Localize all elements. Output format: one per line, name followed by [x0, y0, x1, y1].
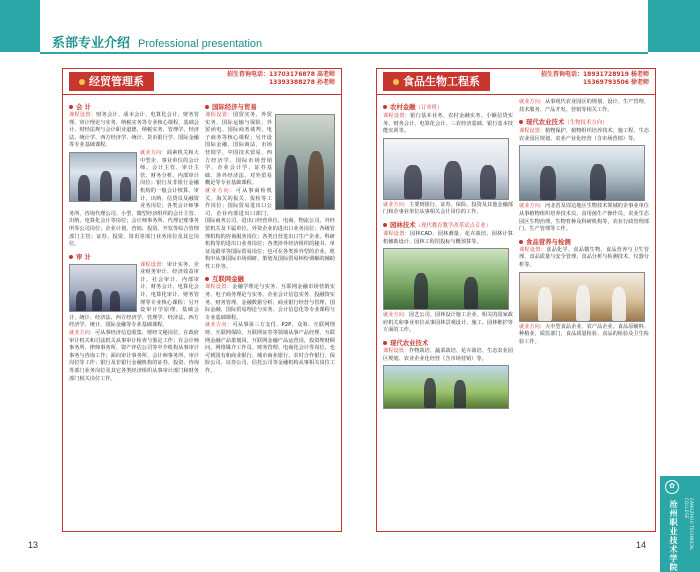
- photo-greenhouse: [383, 365, 509, 409]
- bullet-icon: [383, 341, 387, 345]
- section-jobs: 就业方向：可从事商检机关、海关的报关、报检等工作岗位；国际贸易进出口公司、企业内部进出口部门、国际商务公司、进出口经营单位、电商、物流公司、外经贸机关及下属单位、外资企业的进出口业务岗位；各级管理机构的咨询服务岗位；各类自营进出口生产企业、科研机构等的进出口业务岗位；各类涉外经济组织的秘书、单证及跟单等国际贸易岗位；也可在各类涉外型的企业、机构中从事国际市场调研、策划及国际贸易纠纷调解的辅助性工作等。: [205, 187, 335, 270]
- photo-audit-class: [69, 264, 137, 312]
- page-number-right: 14: [636, 540, 647, 550]
- photo-accounting-office: [69, 152, 137, 202]
- dept-name: 食品生物工程系: [403, 75, 480, 88]
- bullet-icon: [383, 223, 387, 227]
- photo-bank-counter: [383, 138, 509, 200]
- dept-name: 经贸管理系: [89, 75, 144, 88]
- section-body: 课程设置：作物栽培、蔬菜栽培、花卉栽培、生态农业园区规划、农业企业化经营（含市场营销）等。: [383, 347, 513, 362]
- photo-biotech-lab: [519, 145, 645, 201]
- page-number-left: 13: [28, 540, 39, 550]
- dept-header: [63, 69, 341, 95]
- bullet-icon: [519, 120, 523, 124]
- bullet-icon: [69, 105, 73, 109]
- section-jobs: 就业方向：面素机关和大中型企、事业单位的会计师、会计主管、审计主管、财务分析、内部审计岗位；银行及非银行金融机构的一般会计核算、审计、出纳、信贷员及融资业务岗位；各类会计师事务所、咨询代理公司、小型、微型经济组织的会计主管、出纳、电算化会计等岗位；会计师事务所、代理记账事务所等公司岗位；企业计划、营销、投资、开发等综合管理部门主管；证券、投资、资讯等部门业务岗位及其它岗位。: [69, 149, 199, 248]
- phone-line-1: 招生咨询电话：13703176878 高老师: [226, 71, 335, 78]
- school-name: 沧州职业技术学院: [669, 500, 678, 572]
- badge-dot-icon: [393, 79, 399, 85]
- section-title: 会 计: [69, 102, 199, 112]
- section-body: 课程设置：植物保护、植物组织培养技术、施工程、生态农业园区规划、农业产业化经营（含市场营销）等。: [519, 128, 649, 142]
- school-name-en: CANGZHOU TECHNICAL COLLEGE: [684, 498, 694, 551]
- section-jobs: 就业方向：可从事经济信息收集、财经文秘岗位，在政府审计机关和司法机关从事审计检查与鉴定工作；在会计师事务所、律师事务所、资产评估公司等中介机构从事审计事务与咨询工作；面向审计事务所、会计师事务所、审计岗位等工作；银行及非银行金融机构的证券、投资、咨询等部门业务岗位及其它各类经济组织从事审计部门和财务部门相关岗位工作。: [69, 330, 199, 382]
- section-jobs: 就业方向：从事现代农业园区的规划、设计、生产管理、技术服务、产品开发、营销等相关工作。: [519, 99, 649, 113]
- phone-line-2: 13393388278 孙老师: [268, 79, 335, 86]
- badge-dot-icon: [79, 79, 85, 85]
- top-accent-right: [648, 0, 700, 52]
- phone-line-1: 招生咨询电话：18931728919 杨老师: [540, 71, 649, 78]
- right-column-1: [383, 99, 513, 411]
- section-body: 课程设置：食品化学、食品微生物、食品营养与卫生管理、食品质量与安全管理、食品分析与检测技术、仪器分析等。: [519, 246, 649, 268]
- section-title: 互联网金融: [205, 274, 335, 284]
- section-body: 课程设置：国贸实务、外贸实务、国际运输与保险、外贸函电、国际商务谈判、电子商务等核心课程；另开设国际金融、国际商法、市场营销学、中国技术贸易、西方经济学、国际市场营销学、企业会计学、证券基础、涉外经济法、对外贸易概论等专业基础课程。: [205, 112, 272, 187]
- phone-line-2: 15369793506 徐老师: [582, 79, 649, 86]
- section-jobs: 就业方向：可从事第三方支付、P2P、众筹、互联网理财、互联网保险、互联网证券等领域从事产品经理、互联网金融产品策划岗、互联网金融产品运营岗，投资理财顾问、网络媒介工作员、财务管理、电商化会计等岗位，也可到国有和商业银行、城市商业银行、农村合作银行、保险公司、证券公司、信托公司等金融机构从事相关岗位工作。: [205, 322, 335, 374]
- section-body: 课程设置：财务会计、成本会计、电算化会计、财务管理、审计理论与实务、纳税实务等专业核心课程，基础会计、财经法规与会计职业道德、纳税实务、管理学、经济法、统计学、西方经济学、统计、货币银行学、国际金融等专业基础课程。: [69, 112, 199, 149]
- dept-header: [377, 69, 655, 95]
- dept-badge: [383, 72, 490, 91]
- section-body: 课程设置：银行基本业务、农村金融实务、小额信贷实务、财务会计、电算化会计、三农经济基础、银行基本技能实训等。: [383, 113, 513, 135]
- bullet-icon: [69, 255, 73, 259]
- section-jobs: 就业方向：园艺公司、园林设计施工企业、相关的国家政府机关和事业单位从事园林景观设计、施工、园林维护等方面的工作。: [383, 312, 513, 334]
- bullet-icon: [205, 277, 209, 281]
- section-jobs: 就业方向：河北省及周边地区生物技术领域的企事业单位从事植物组织培养技术员、食用菌生产操作员、农业生态园区生物治理、生物育种及科研机构等，农业行政管理部门、生产管理等工作。: [519, 203, 649, 233]
- bullet-icon: [383, 105, 387, 109]
- section-body: 课程设置：金融学理论与实务、互联网金融市场营销实务、电子商务理论与实务、企业会计信息实务、投融资实务、财务管理、金融数据分析、商业银行经营与管理、国际金融、国际贸易理论与实务、会计信息化等专业课程与专业基础课程。: [205, 284, 335, 321]
- title-divider: [40, 52, 648, 54]
- top-accent-left: [0, 0, 40, 52]
- dept-badge: [69, 72, 154, 91]
- dept-phones: [227, 71, 335, 87]
- dept-phones: [541, 71, 649, 87]
- page-title: [52, 32, 262, 51]
- section-title: 国际经济与贸易: [205, 102, 335, 112]
- left-column-1: [69, 99, 199, 383]
- photo-trade-fair: [275, 114, 335, 210]
- photo-bakery: [519, 272, 645, 322]
- section-title: 农村金融（订单班）: [383, 102, 513, 113]
- section-title: 食品营养与检测: [519, 237, 649, 247]
- section-jobs: 就业方向：主要到银行、证券、保险、投资及其他金融部门和企事业单位从事相关会计岗位的工作。: [383, 201, 513, 216]
- title-en: Professional presentation: [138, 38, 263, 50]
- bullet-icon: [519, 240, 523, 244]
- right-column-2: [519, 99, 649, 346]
- bullet-icon: [205, 105, 209, 109]
- section-title: 审 计: [69, 252, 199, 262]
- dept-panel-food-bio: [376, 68, 656, 532]
- section-body: 课程设置：审计实务、企业财务审计、经济效益审计、社会审计、内部审计、财务会计、电算化会计、电算化审计、财务管理等专业核心课程；另开设审计学原理、基础会计、统计、经济法、西方经济学、管理学、经济法、西方经济学、统计、国际金融等专业基础课程。: [69, 261, 199, 329]
- photo-garden: [383, 248, 509, 310]
- title-cn: 系部专业介绍: [52, 36, 131, 51]
- dept-panel-economics: [62, 68, 342, 532]
- section-jobs: 就业方向：大中型食品企业、农产品企业、食品原辅料、种植业、质监部门，食品质量检验、食品的检验及卫生检验工作。: [519, 323, 649, 345]
- college-logo-icon: ✿: [665, 480, 679, 494]
- section-title: 园林技术（现代教育教学改革试点专业）: [383, 220, 513, 231]
- section-title: 现代农业技术（生物技术方向）: [519, 117, 649, 128]
- section-title: 现代农业技术: [383, 338, 513, 348]
- section-body: 课程设置：园林CAD、园林测量、花卉栽培、园林计算机辅助设计、园林工程招投标与概预算等。: [383, 230, 513, 245]
- left-column-2: [205, 99, 335, 376]
